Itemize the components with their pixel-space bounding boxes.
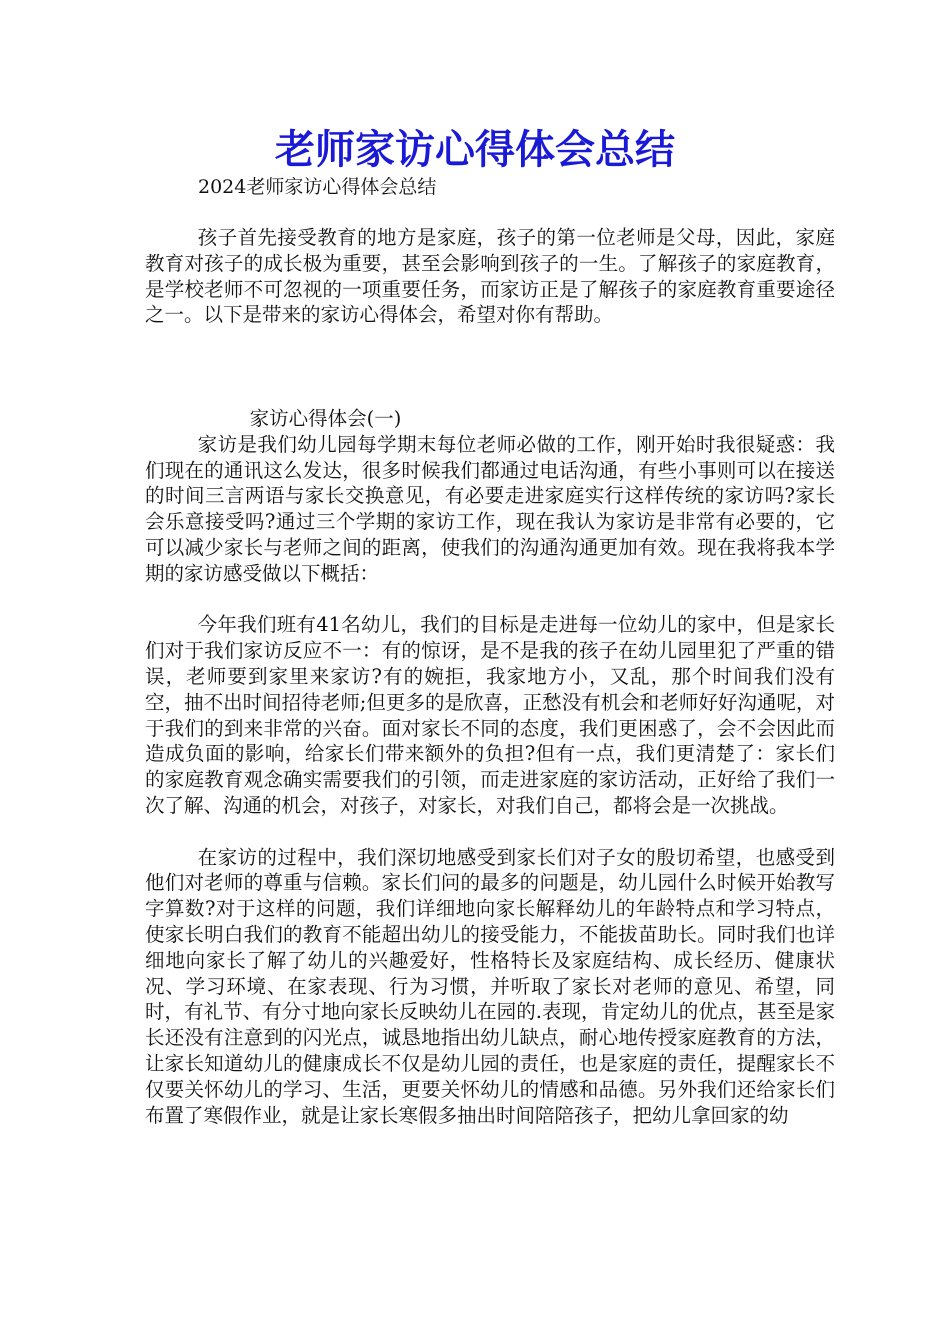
body-paragraph: 今年我们班有41名幼儿，我们的目标是走进每一位幼儿的家中，但是家长们对于我们家访反应不一：有的惊讶，是不是我的孩子在幼儿园里犯了严重的错误，老师要到家里来家访?有的婉拒，我家地方小，又乱，那个时间我们没有空，抽不出时间招待老师;但更多的是欣喜，正愁没有机会和老师好好沟通呢，对于我们的到来非常的兴奋。面对家长不同的态度，我们更困惑了，会不会因此而造成负面的影响，给家长们带来额外的负担?但有一点，我们更清楚了：家长们的家庭教育观念确实需要我们的引领，而走进家庭的家访活动，正好给了我们一次了解、沟通的机会，对孩子，对家长，对我们自己，都将会是一次挑战。 — [145, 613, 835, 817]
paragraph-spacer — [145, 587, 835, 613]
document-subtitle: 2024老师家访心得体会总结 — [198, 176, 437, 198]
body-paragraph: 家访是我们幼儿园每学期末每位老师必做的工作，刚开始时我很疑惑：我们现在的通讯这么发达，很多时候我们都通过电话沟通，有些小事则可以在接送的时间三言两语与家长交换意见，有必要走进家庭实行这样传统的家访吗?家长会乐意接受吗?通过三个学期的家访工作，现在我认为家访是非常有必要的，它可以减少家长与老师之间的距离，使我们的沟通沟通更加有效。现在我将我本学期的家访感受做以下概括： — [145, 432, 835, 585]
document-body — [145, 225, 835, 1128]
body-paragraph: 在家访的过程中，我们深切地感受到家长们对子女的殷切希望，也感受到他们对老师的尊重与信赖。家长们问的最多的问题是，幼儿园什么时候开始教写字算数?对于这样的问题，我们详细地向家长解释幼儿的年龄特点和学习特点，使家长明白我们的教育不能超出幼儿的接受能力，不能拔苗助长。同时我们也详细地向家长了解了幼儿的兴趣爱好，性格特长及家庭结构、成长经历、健康状况、学习环境、在家表现、行为习惯，并听取了家长对老师的意见、希望，同时，有礼节、有分寸地向家长反映幼儿在园的.表现，肯定幼儿的优点，甚至是家长还没有注意到的闪光点，诚恳地指出幼儿缺点，耐心地传授家庭教育的方法，让家长知道幼儿的健康成长不仅是幼儿园的责任，也是家庭的责任，提醒家长不仅要关怀幼儿的学习、生活，更要关怀幼儿的情感和品德。另外我们还给家长们布置了寒假作业，就是让家长寒假多抽出时间陪陪孩子，把幼儿拿回家的幼 — [145, 845, 835, 1127]
paragraph-spacer — [145, 819, 835, 845]
intro-paragraph: 孩子首先接受教育的地方是家庭，孩子的第一位老师是父母，因此，家庭教育对孩子的成长极为重要，甚至会影响到孩子的一生。了解孩子的家庭教育，是学校老师不可忽视的一项重要任务，而家访正是了解孩子的家庭教育重要途径之一。以下是带来的家访心得体会，希望对你有帮助。 — [145, 226, 835, 327]
document-title: 老师家访心得体会总结 — [275, 126, 675, 173]
paragraph-spacer — [145, 380, 835, 406]
section-heading: 家访心得体会(一) — [249, 406, 402, 430]
paragraph-spacer — [145, 328, 835, 380]
